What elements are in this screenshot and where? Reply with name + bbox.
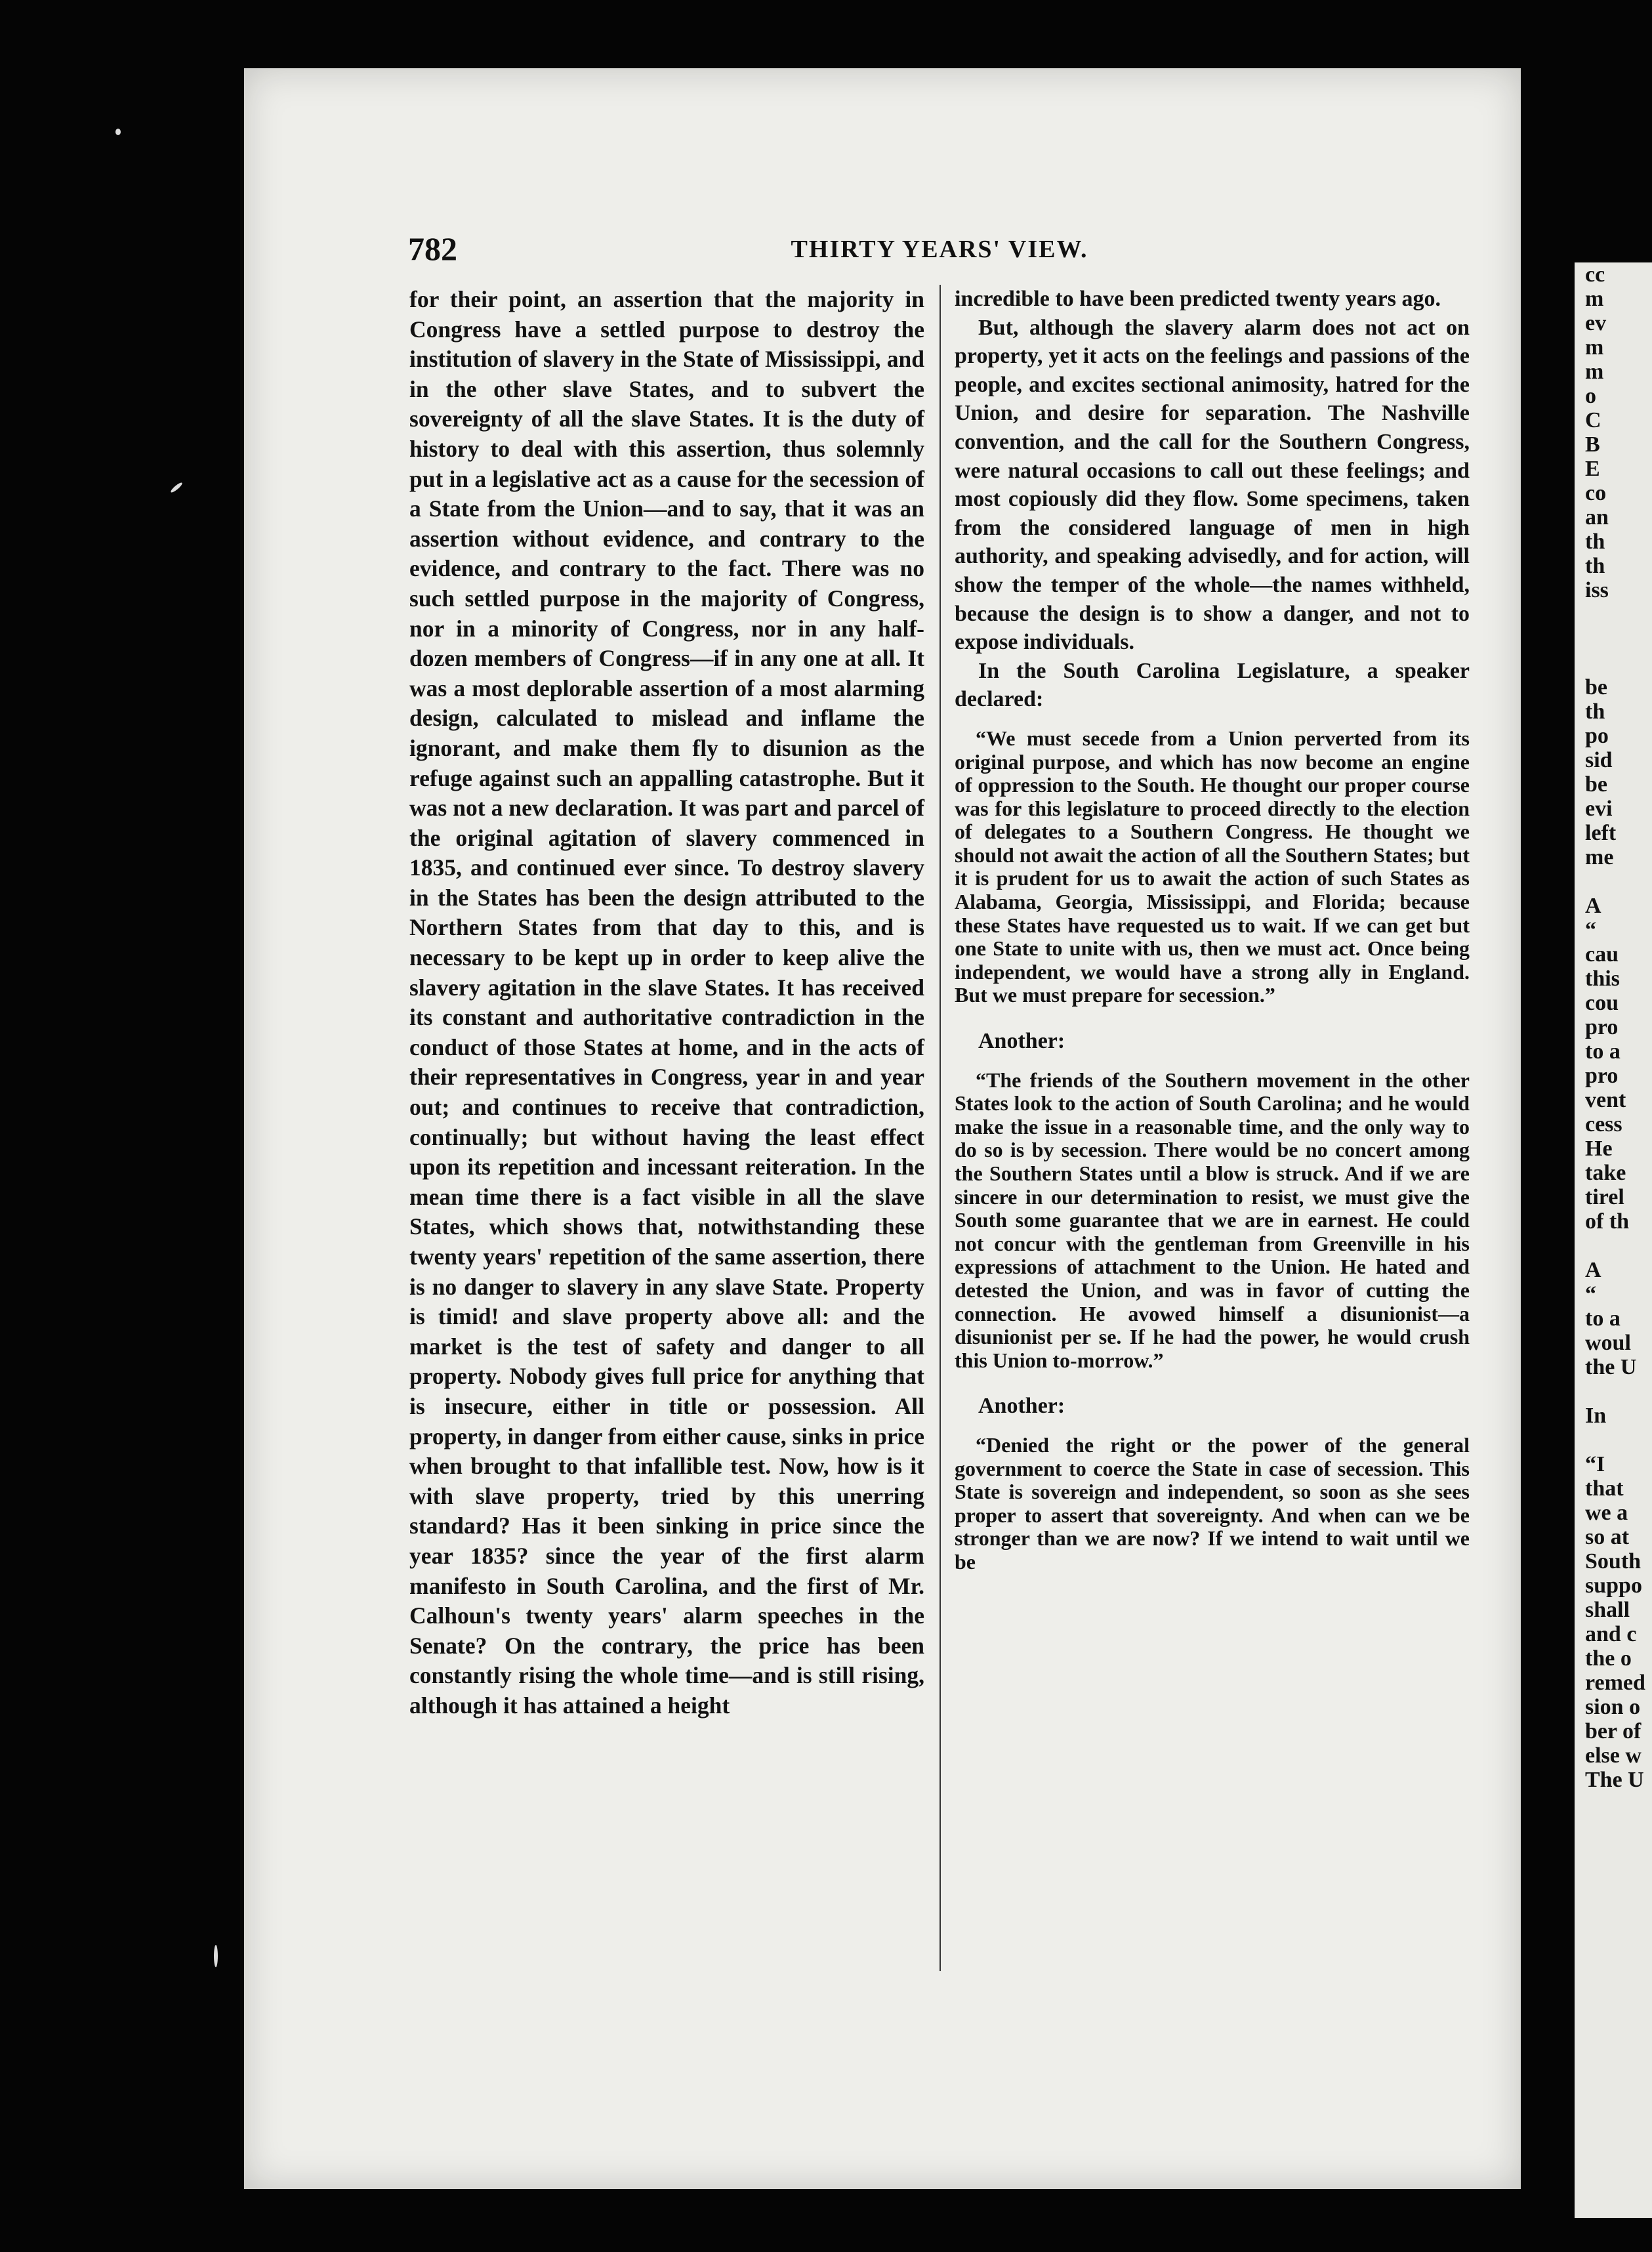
facing-page-fragment: this	[1585, 967, 1620, 991]
paragraph-south-carolina: In the South Carolina Legislature, a speaker declared:	[955, 658, 1470, 712]
another-label-1: Another:	[978, 1029, 1065, 1054]
facing-page-fragment: A	[1585, 1258, 1601, 1282]
facing-page-fragment: sid	[1585, 748, 1613, 772]
facing-page-fragment: m	[1585, 335, 1604, 360]
facing-page-fragment: else w	[1585, 1743, 1642, 1768]
facing-page-fragment: B	[1585, 432, 1600, 457]
facing-page-fragment: and c	[1585, 1622, 1637, 1646]
facing-page-fragment: th	[1585, 699, 1605, 724]
facing-page-fragment: th	[1585, 530, 1605, 554]
facing-page-fragment: “	[1585, 1282, 1596, 1306]
facing-page-fragment: ev	[1585, 311, 1607, 335]
facing-page-fragment: vent	[1585, 1088, 1626, 1112]
left-column-text: for their point, an assertion that the majority in Congress have a settled purpose to destroy the institution of slavery in the State of Mississippi, and in the other slave States, and to subvert the sovereignty of all the slave States. It is the duty of history to deal with this assertion, thus solemnly put in a legislative act as a cause for the secession of a State from the Union—and to say, that it was an assertion without evidence, and contrary to the evidence, and contrary to the fact. There was no such settled purpose in the majority of Congress, nor in a minority of Congress, nor in any half-dozen members of Congress—if in any one at all. It was a most deplorable assertion of a most alarming design, calculated to mislead and inflame the ignorant, and make them fly to disunion as the refuge against such an appalling catastrophe. But it was not a new declaration. It was part and parcel of the original agitation of slavery commenced in 1835, and continued ever since. To destroy slavery in the States has been the design attributed to the Northern States from that day to this, and is necessary to be kept up in order to keep alive the slavery agitation in the slave States. It has received its constant and authoritative contradiction in the conduct of those States at home, and in the acts of their representatives in Congress, year in and year out; and continues to receive that contradiction, continually; but without having the least effect upon its repetition and incessant reiteration. In the mean time there is a fact visible in all the slave States, which shows that, notwithstanding these twenty years' repetition of the same assertion, there is no danger to slavery in any slave State. Property is timid! and slave property above all: and the market is the test of safety and danger to all property. Nobody gives full price for anything that is insecure, either in title or possession. All property, in danger from either cause, sinks in price when brought to that infallible test. Now, how is it with slave property, tried by this unerring standard? Has it been sinking in price since the year 1835? since the year of the first alarm manifesto in South Carolina, and the first of Mr. Calhoun's twenty years' alarm speeches in the Senate? On the contrary, the price has been constantly rising the whole time—and is still rising, although it has attained a height	[409, 286, 924, 1719]
facing-page-fragment: of th	[1585, 1209, 1630, 1234]
book-page	[244, 68, 1521, 2189]
scan-speck	[170, 482, 184, 494]
facing-page-fragment: woul	[1585, 1331, 1631, 1355]
facing-page-fragment: C	[1585, 408, 1601, 432]
facing-page-fragment: iss	[1585, 578, 1609, 602]
facing-page-fragment: me	[1585, 845, 1614, 869]
facing-page-fragment	[1575, 627, 1652, 651]
facing-page-fragment: pro	[1585, 1015, 1619, 1039]
facing-page-fragment: “I	[1585, 1452, 1605, 1476]
facing-page-fragment: He	[1585, 1136, 1613, 1161]
facing-page-fragment	[1575, 1234, 1652, 1258]
facing-page-edge	[1575, 262, 1652, 2218]
facing-page-fragment: take	[1585, 1161, 1626, 1185]
facing-page-fragment: suppo	[1585, 1574, 1642, 1598]
running-title: THIRTY YEARS' VIEW.	[791, 236, 1088, 263]
facing-page-fragment	[1575, 602, 1652, 627]
facing-page-fragment: pro	[1585, 1064, 1619, 1088]
facing-page-fragment: th	[1585, 554, 1605, 578]
facing-page-fragment: to a	[1585, 1306, 1621, 1331]
paragraph-slavery-alarm: But, although the slavery alarm does not act on property, yet it acts on the feelings and passions of the people, and excites sectional animosity, hatred for the Union, and desire for separation. The Nashville convention, and the call for the Southern Congress, were natural occasions to call out these feelings; and most copiously did they flow. Some specimens, taken from the considered language of men in high authority, and speaking advisedly, and for action, will show the temper of the whole—the names withheld, because the design is to show a danger, and not to expose individuals.	[955, 315, 1470, 655]
facing-page-fragment: to a	[1585, 1039, 1621, 1064]
facing-page-fragment: be	[1585, 675, 1607, 699]
facing-page-fragment	[1575, 869, 1652, 894]
facing-page-fragment: cou	[1585, 991, 1619, 1015]
facing-page-fragment: the o	[1585, 1646, 1632, 1671]
facing-page-fragment: tirel	[1585, 1185, 1624, 1209]
another-label-2: Another:	[978, 1394, 1065, 1419]
facing-page-fragment: m	[1585, 360, 1604, 384]
facing-page-fragment: left	[1585, 821, 1617, 845]
facing-page-fragment: the U	[1585, 1355, 1637, 1379]
facing-page-fragment: co	[1585, 481, 1607, 505]
page-header	[408, 230, 1471, 272]
facing-page-fragment: South	[1585, 1549, 1642, 1574]
left-column	[409, 285, 924, 1721]
facing-page-fragment: cc	[1585, 262, 1605, 287]
facing-page-fragment	[1575, 1428, 1652, 1452]
facing-page-fragment: A	[1585, 894, 1601, 918]
facing-page-fragment: an	[1585, 505, 1609, 530]
scan-speck	[214, 1945, 218, 1967]
facing-page-fragment: cess	[1585, 1112, 1622, 1136]
facing-page-fragment: be	[1585, 772, 1607, 797]
quote-third-speaker: “Denied the right or the power of the general government to coerce the State in case of secession. This State is sovereign and independent, so soon as she sees proper to assert that sovereignty. And when can we be stronger than we are now? If we intend to wait until we be	[955, 1432, 1470, 1574]
right-column	[955, 285, 1470, 1574]
facing-page-fragment	[1575, 1379, 1652, 1404]
quote-second-speaker: “The friends of the Southern movement in the other States look to the action of South Carolina; and he would make the issue in a reasonable time, and the only way to do so is by secession. There would be no concert among the Southern States until a blow is struck. And if we are sincere in our determination to resist, we must give the South some guarantee that we are in earnest. He could not concur with the gentleman from Greenville in his expressions of attachment to the Union. He hated and detested the Union, and was in favor of cutting the connection. He avowed himself a disunionist—a disunionist per se. If he had the power, he would crush this Union to-morrow.”	[955, 1068, 1470, 1372]
facing-page-fragment: evi	[1585, 797, 1613, 821]
facing-page-fragment: po	[1585, 724, 1609, 748]
facing-page-fragment: o	[1585, 384, 1596, 408]
paragraph-continued: incredible to have been predicted twenty years ago.	[955, 287, 1441, 311]
facing-page-fragment: The U	[1585, 1768, 1644, 1792]
facing-page-fragment	[1575, 651, 1652, 675]
facing-page-fragment: remed	[1585, 1671, 1645, 1695]
facing-page-fragment: sion o	[1585, 1695, 1641, 1719]
column-divider	[940, 285, 941, 1971]
facing-page-fragment: E	[1585, 457, 1600, 481]
facing-page-fragment: In	[1585, 1404, 1607, 1428]
facing-page-fragment: m	[1585, 287, 1604, 311]
facing-page-fragment: that	[1585, 1476, 1624, 1501]
scan-speck	[115, 129, 121, 135]
quote-first-speaker: “We must secede from a Union perverted from its original purpose, and which has now become an engine of oppression to the South. He thought our proper course was for this legislature to proceed directly to the election of delegates to a Southern Congress. He thought we should not await the action of all the Southern States; but it is prudent for us to await the action of such States as Alabama, Georgia, Mississippi, and Florida; because these States have requested us to wait. If we can get but one State to unite with us, then we must act. Once being independent, we would have a strong ally in England. But we must prepare for secession.”	[955, 726, 1470, 1007]
facing-page-fragment: so at	[1585, 1525, 1630, 1549]
page-number: 782	[408, 230, 457, 267]
facing-page-fragment: “	[1585, 918, 1596, 942]
facing-page-fragment: ber of	[1585, 1719, 1642, 1743]
facing-page-fragment: we a	[1585, 1501, 1628, 1525]
facing-page-fragment: shall	[1585, 1598, 1630, 1622]
facing-page-fragment: cau	[1585, 942, 1619, 967]
